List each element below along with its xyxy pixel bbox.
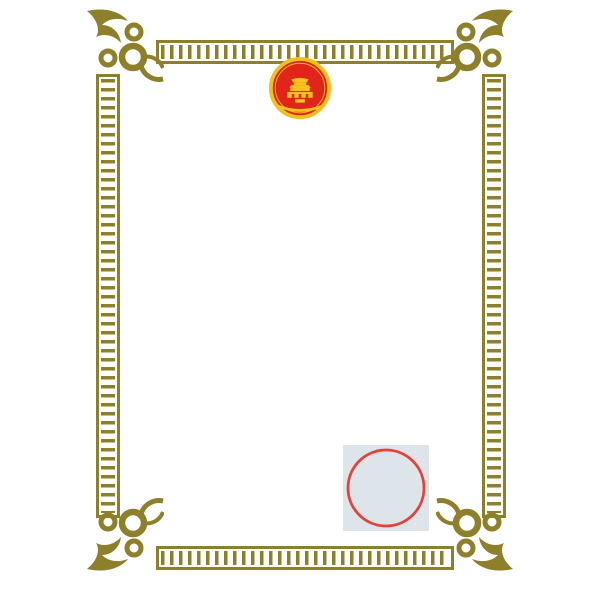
qr-code	[141, 380, 221, 460]
border-band-bottom	[156, 546, 454, 570]
field-row-registered-address	[140, 295, 275, 298]
corner-flourish-top-left	[84, 8, 164, 88]
border-band-left	[96, 74, 120, 518]
official-seal	[343, 445, 429, 531]
corner-flourish-bottom-left	[84, 492, 164, 572]
guilloche-background	[118, 58, 484, 544]
certificate-number	[308, 169, 313, 184]
national-emblem-icon	[266, 56, 334, 124]
corner-flourish-bottom-right	[436, 492, 516, 572]
corner-flourish-top-right	[436, 8, 516, 88]
field-row-qualification-levels	[140, 348, 275, 352]
border-band-right	[482, 74, 506, 518]
